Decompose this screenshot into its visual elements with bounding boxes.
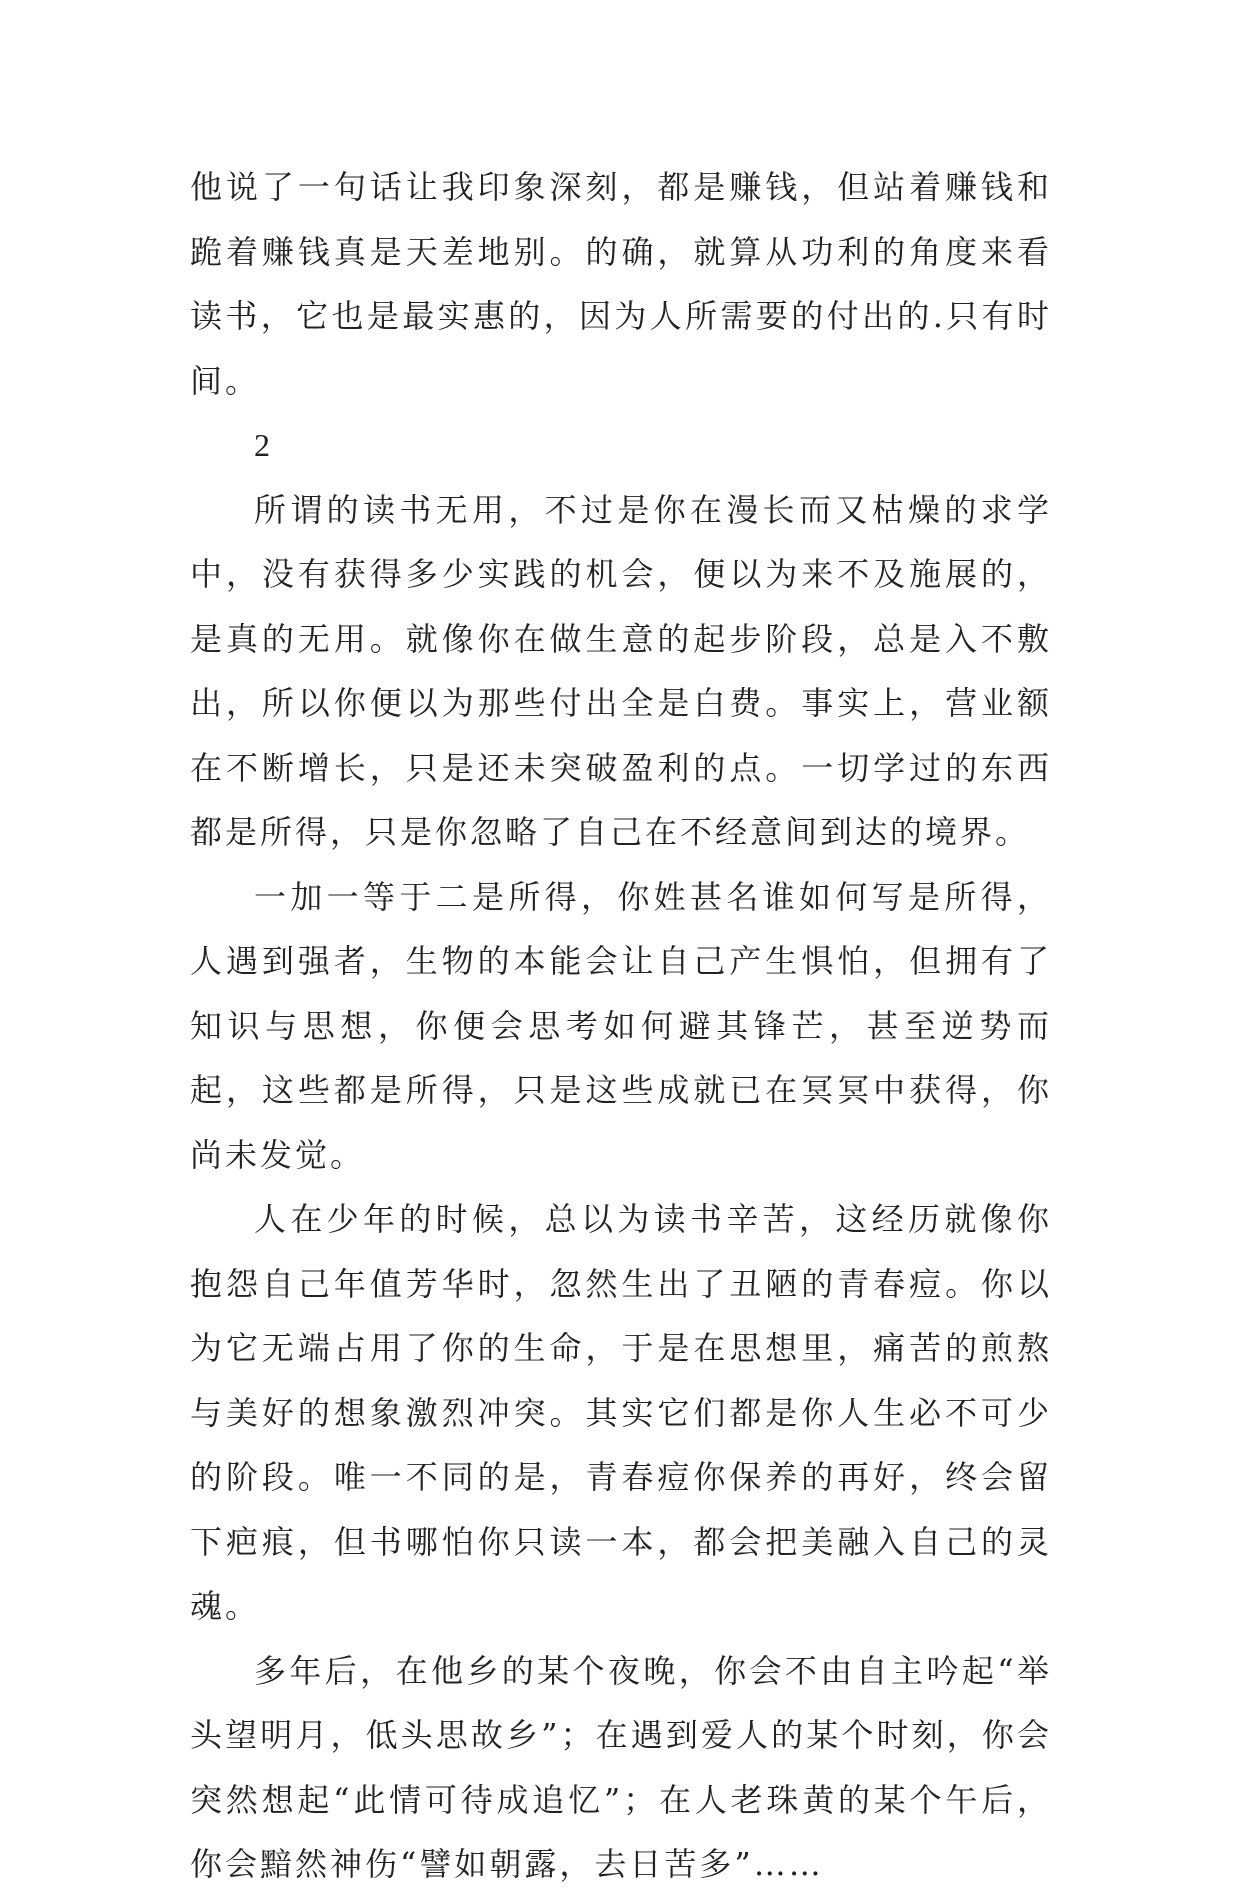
- paragraph: 多年后，在他乡的某个夜晚，你会不由自主吟起“举头望明月，低头思故乡”；在遇到爱人的某个时刻，你会突然想起“此情可待成追忆”；在人老珠黄的某个午后，你会黯然神伤“譬如朝露，去日苦多”……: [190, 1651, 1052, 1883]
- section-number: 2: [254, 427, 273, 463]
- paragraph: 一加一等于二是所得，你姓甚名谁如何写是所得，人遇到强者，生物的本能会让自己产生惧怕，但拥有了知识与思想，你便会思考如何避其锋芒，甚至逆势而起，这些都是所得，只是这些成就已在冥冥中获得，你尚未发觉。: [190, 877, 1052, 1174]
- paragraph: 人在少年的时候，总以为读书辛苦，这经历就像你抱怨自己年值芳华时，忽然生出了丑陋的青春痘。你以为它无端占用了你的生命，于是在思想里，痛苦的煎熬与美好的想象激烈冲突。其实它们都是你人生必不可少的阶段。唯一不同的是，青春痘你保养的再好，终会留下疤痕，但书哪怕你只读一本，都会把美融入自己的灵魂。: [190, 1200, 1052, 1625]
- document-body: [190, 155, 1052, 1897]
- paragraph: 所谓的读书无用，不过是你在漫长而又枯燥的求学中，没有获得多少实践的机会，便以为来不及施展的，是真的无用。就像你在做生意的起步阶段，总是入不敷出，所以你便以为那些付出全是白费。事实上，营业额在不断增长，只是还未突破盈利的点。一切学过的东西都是所得，只是你忽略了自己在不经意间到达的境界。: [190, 490, 1052, 851]
- paragraph-continuation: 他说了一句话让我印象深刻，都是赚钱，但站着赚钱和跪着赚钱真是天差地别。的确，就算从功利的角度来看读书，它也是最实惠的，因为人所需要的付出的.只有时间。: [190, 168, 1052, 400]
